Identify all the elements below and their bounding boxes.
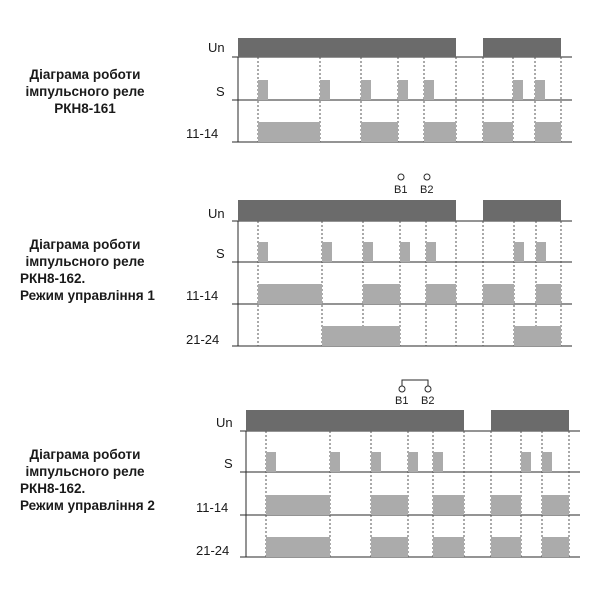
terminal-label-b1: B1 [395,395,409,407]
un-bar [483,38,561,57]
un-bar [238,38,456,57]
signal-label-un: Un [208,40,225,55]
un-bar [246,410,464,431]
s-pulses [266,452,552,472]
terminal-b2-icon [424,174,430,180]
signal-label-s: S [224,456,233,471]
signal-label-11-14: 11-14 [186,288,219,303]
terminal-b1-icon [399,386,405,392]
caption-line: імпульсного реле [25,254,145,269]
signal-label-s: S [216,84,225,99]
state-11-14 [258,284,561,304]
signal-label-un: Un [216,415,233,430]
terminal-label-b2: B2 [420,184,434,196]
state-11-14 [266,495,569,515]
signal-label-11-14: 11-14 [186,126,219,141]
caption-line: імпульсного реле [25,84,145,99]
un-bar [491,410,569,431]
caption-line: Діаграма роботи [29,67,141,82]
signal-label-s: S [216,246,225,261]
caption-line: Режим управління 1 [20,288,155,303]
caption-line: Діаграма роботи [29,447,141,462]
signal-label-11-14: 11-14 [196,500,229,515]
caption-line: Режим управління 2 [20,498,155,513]
terminal-b2-icon [425,386,431,392]
signal-label-un: Un [208,206,225,221]
diagram-rkn8-161 [186,38,572,142]
caption-line: РКН8-162. [20,481,86,496]
signal-label-21-24: 21-24 [186,332,220,347]
state-11-14 [258,122,561,142]
caption-line: Діаграма роботи [29,237,141,252]
s-pulses [258,80,545,100]
state-21-24 [266,537,569,557]
caption-line: РКН8-161 [54,101,116,116]
signal-label-21-24: 21-24 [196,543,230,558]
diagram-rkn8-162-mode2 [196,380,580,558]
s-pulses [258,242,546,262]
terminal-label-b1: B1 [394,184,408,196]
terminal-bridge-icon [402,380,428,388]
diagram-rkn8-162-mode1 [186,174,572,347]
terminal-b1-icon [398,174,404,180]
state-21-24 [322,326,561,346]
terminal-label-b2: B2 [421,395,435,407]
caption-line: РКН8-162. [20,271,86,286]
un-bar [483,200,561,221]
un-bar [238,200,456,221]
caption-line: імпульсного реле [25,464,145,479]
